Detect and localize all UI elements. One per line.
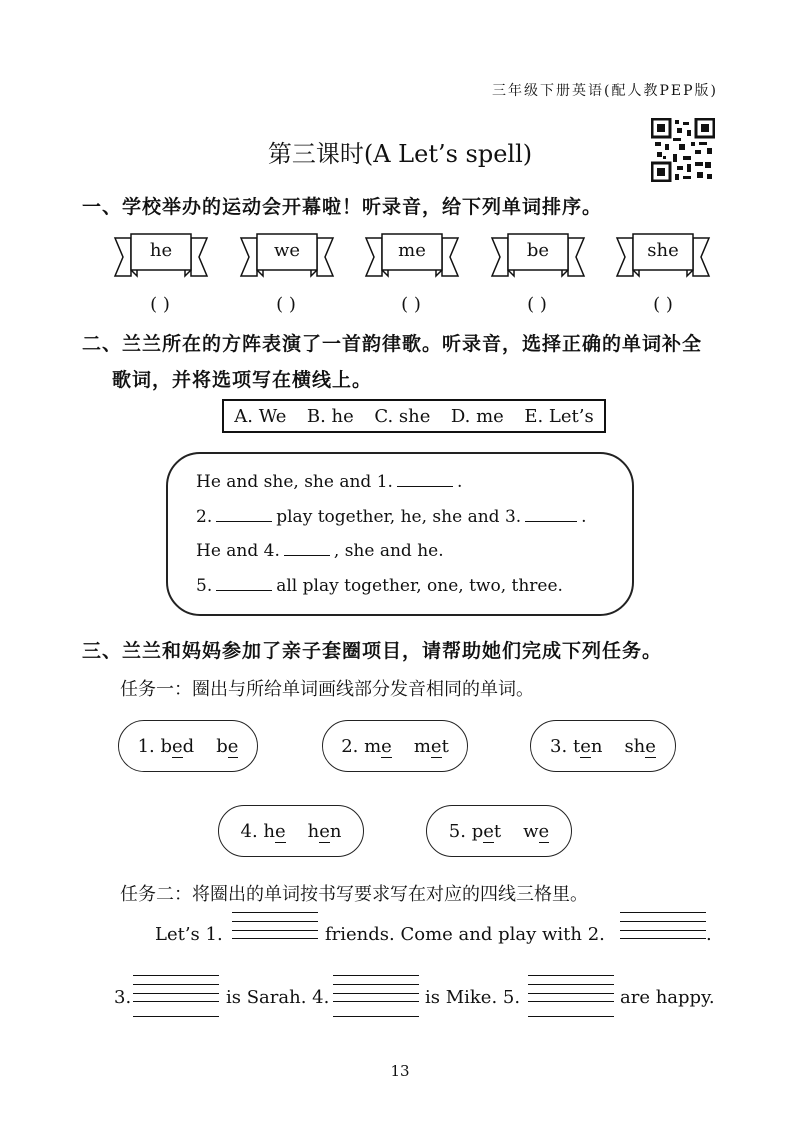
flag-word: he — [149, 240, 173, 261]
lyric-text: 2. — [196, 507, 213, 527]
lyric-line-2 — [196, 507, 587, 527]
section3-heading: 三、兰兰和妈妈参加了亲子套圈项目，请帮助她们完成下列任务。 — [82, 640, 663, 662]
four-line-grid-2[interactable] — [620, 912, 706, 938]
lyric-text: He and 4. — [196, 541, 280, 561]
ring-word-given: 3. ten — [550, 735, 603, 757]
four-line-grid-1[interactable] — [232, 912, 318, 938]
ring-word-choice[interactable]: hen — [307, 820, 342, 842]
answer-paren[interactable]: ( ) — [401, 294, 421, 315]
lyric-text: . — [581, 507, 587, 527]
sentence2-part-c: is Mike. 5. — [425, 987, 521, 1008]
sentence1-part-a: Let’s 1. — [155, 924, 223, 945]
option-a: A. We — [234, 405, 287, 427]
answer-blank[interactable] — [525, 521, 577, 522]
section2-heading-cont: 歌词，并将选项写在横线上。 — [112, 369, 373, 391]
section2-heading: 二、兰兰所在的方阵表演了一首韵律歌。听录音，选择正确的单词补全 — [82, 333, 703, 355]
option-c: C. she — [374, 405, 431, 427]
sentence2-part-a: 3. — [114, 987, 132, 1008]
answer-paren[interactable]: ( ) — [276, 294, 296, 315]
page-title: 第三课时(A Let’s spell) — [267, 140, 533, 168]
option-e: E. Let’s — [524, 405, 594, 427]
sentence2-part-d: are happy. — [620, 987, 715, 1008]
section1-heading: 一、学校举办的运动会开幕啦！听录音，给下列单词排序。 — [82, 196, 603, 218]
ring-word-given: 2. me — [341, 735, 392, 757]
lyric-text: 5. — [196, 576, 213, 596]
ring-word-choice[interactable]: met — [413, 735, 449, 757]
lyric-text: play together, he, she and 3. — [276, 507, 522, 527]
flag-word: me — [398, 240, 426, 261]
ring-3[interactable] — [530, 720, 676, 772]
flag-be — [490, 232, 586, 282]
lyric-line-1 — [196, 472, 462, 492]
sentence1-part-b: friends. Come and play with 2. — [325, 924, 605, 945]
task2-label: 任务二：将圈出的单词按书写要求写在对应的四线三格里。 — [120, 884, 588, 905]
answer-blank[interactable] — [397, 486, 453, 487]
answer-paren[interactable]: ( ) — [653, 294, 673, 315]
four-line-grid-3[interactable] — [133, 975, 219, 1001]
ring-1[interactable] — [118, 720, 258, 772]
flag-she — [615, 232, 711, 282]
lyric-text: He and she, she and 1. — [196, 472, 393, 492]
sentence1-end: . — [706, 924, 712, 945]
ring-word-choice[interactable]: she — [624, 735, 656, 757]
ring-word-given: 4. he — [240, 820, 286, 842]
answer-paren[interactable]: ( ) — [527, 294, 547, 315]
sentence2-part-b: is Sarah. 4. — [226, 987, 330, 1008]
flag-word: she — [647, 240, 679, 261]
ring-word-given: 1. bed — [137, 735, 195, 757]
answer-blank[interactable] — [216, 590, 272, 591]
ring-word-given: 5. pet — [448, 820, 502, 842]
options-box — [222, 399, 606, 433]
flag-he — [113, 232, 209, 282]
four-line-grid-4[interactable] — [333, 975, 419, 1001]
page-number: 13 — [390, 1062, 410, 1080]
lyric-line-3 — [196, 541, 444, 561]
four-line-grid-5[interactable] — [528, 975, 614, 1001]
book-header: 三年级下册英语(配人教PEP版) — [492, 83, 718, 99]
ring-2[interactable] — [322, 720, 468, 772]
lyric-text: , she and he. — [333, 541, 444, 561]
flag-word: be — [526, 240, 550, 261]
task1-label: 任务一：圈出与所给单词画线部分发音相同的单词。 — [120, 679, 534, 700]
ring-word-choice[interactable]: be — [216, 735, 239, 757]
lyric-text: . — [456, 472, 463, 492]
ring-4[interactable] — [218, 805, 364, 857]
answer-paren[interactable]: ( ) — [150, 294, 170, 315]
flag-me — [364, 232, 460, 282]
flag-we — [239, 232, 335, 282]
lyric-text: all play together, one, two, three. — [276, 576, 563, 596]
option-b: B. he — [306, 405, 354, 427]
answer-blank[interactable] — [216, 521, 272, 522]
lyric-line-4 — [196, 576, 563, 596]
ring-word-choice[interactable]: we — [523, 820, 550, 842]
option-d: D. me — [450, 405, 504, 427]
answer-blank[interactable] — [284, 555, 330, 556]
flag-word: we — [273, 240, 301, 261]
ring-5[interactable] — [426, 805, 572, 857]
